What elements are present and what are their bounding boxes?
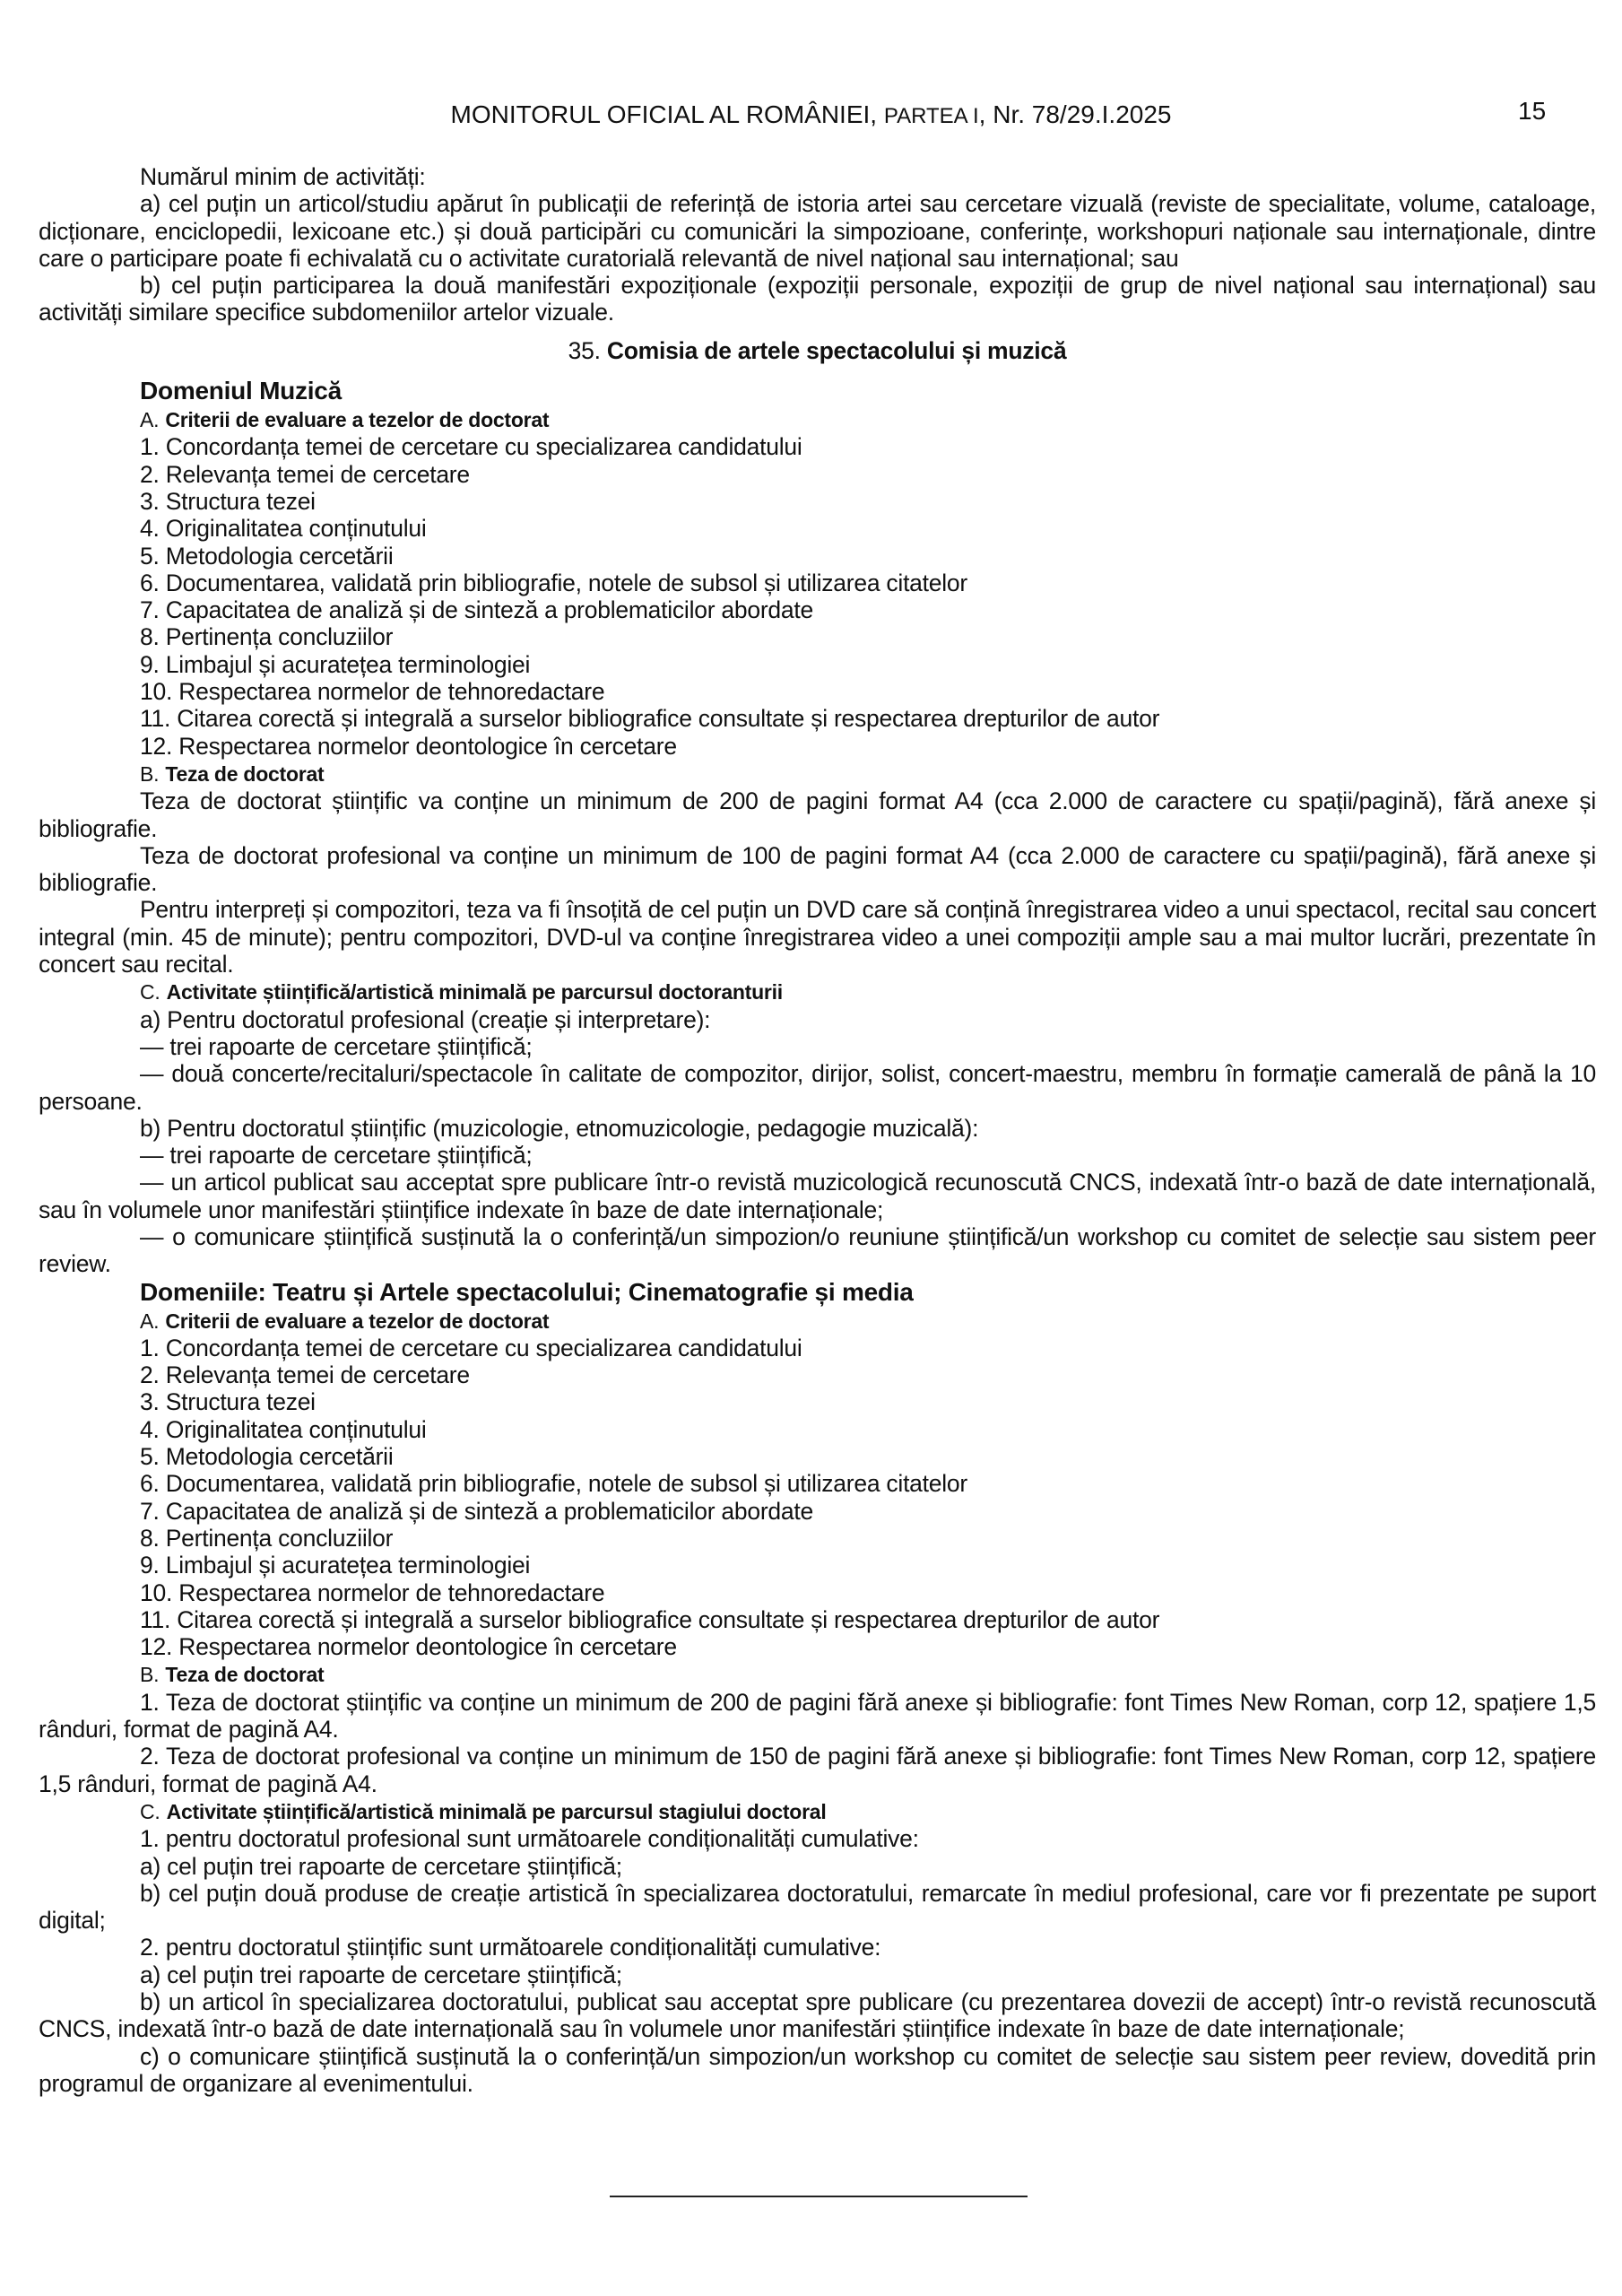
paragraph: b) cel puțin două produse de creație artistică în specializarea doctoratului, remarcate în mediul profesional, care vor fi prezentate pe suport digital; [39,1879,1596,1935]
paragraph: b) cel puțin participarea la două manifestări expoziționale (expoziții personale, expoziții de grup de nivel național sau internațional) sau activități similare specifice subdomeniilor artelor vizuale. [39,272,1596,326]
subsection-title: Teza de doctorat [165,761,325,786]
paragraph: 2. Teza de doctorat profesional va conține un minimum de 150 de pagini fără anexe și bibliografie: font Times New Roman, corp 12, spațiere 1,5 rânduri, format de pagină A4. [39,1743,1596,1797]
header-title: MONITORUL OFICIAL AL ROMÂNIEI, [450,100,884,128]
paragraph: — trei rapoarte de cercetare științifică; [140,1142,533,1170]
paragraph: 12. Respectarea normelor deontologice în cercetare [140,1633,677,1661]
document-body [39,163,1596,2097]
domain-heading: Domeniul Muzică [140,377,342,405]
paragraph: c) o comunicare științifică susținută la o conferință/un simpozion/un workshop cu comitet de selecție sau sistem peer review, dovedită prin programul de organizare al evenimentului. [39,2042,1596,2097]
subsection-heading [39,1660,1596,1688]
paragraph: 11. Citarea corectă și integrală a surselor bibliografice consultate și respectarea drepturilor de autor [140,1605,1160,1633]
paragraph: 4. Originalitatea conținutului [140,1415,427,1443]
page-number: 15 [1518,97,1547,125]
paragraph: Numărul minim de activități: [140,163,426,190]
subsection-heading [39,760,1596,787]
paragraph: 3. Structura tezei [140,487,316,515]
header-issue: , Nr. 78/29.I.2025 [978,100,1172,128]
subsection-letter: A. [140,408,160,432]
paragraph: 7. Capacitatea de analiză și de sinteză a problematicilor abordate [140,596,813,624]
section-number: 35. [568,336,601,364]
paragraph: 8. Pertinența concluziilor [140,623,394,651]
subsection-title: Criterii de evaluare a tezelor de doctorat [165,1309,550,1333]
paragraph: a) cel puțin trei rapoarte de cercetare științifică; [140,1961,622,1988]
paragraph: 2. pentru doctoratul științific sunt următoarele condiționalități cumulative: [140,1934,881,1961]
domain-heading: Domeniile: Teatru și Artele spectacolului; Cinematografie și media [140,1277,914,1306]
paragraph: Teza de doctorat profesional va conține un minimum de 100 de pagini format A4 (cca 2.000 de caractere cu spații/pagină), fără anexe și bibliografie. [39,841,1596,897]
paragraph: 7. Capacitatea de analiză și de sinteză a problematicilor abordate [140,1497,813,1525]
subsection-letter: B. [140,761,160,786]
paragraph: 11. Citarea corectă și integrală a surselor bibliografice consultate și respectarea drepturilor de autor [140,705,1160,733]
subsection-title: Criterii de evaluare a tezelor de doctorat [165,408,550,432]
paragraph: a) cel puțin trei rapoarte de cercetare științifică; [140,1852,622,1880]
subsection-heading [39,405,1596,433]
section-heading [39,337,1596,364]
paragraph: 1. Concordanța temei de cercetare cu specializarea candidatului [140,433,802,461]
paragraph: 6. Documentarea, validată prin bibliografie, notele de subsol și utilizarea citatelor [140,1470,967,1498]
subsection-title: Activitate științifică/artistică minimală pe parcursul stagiului doctoral [166,1799,827,1823]
paragraph: 8. Pertinența concluziilor [140,1524,394,1552]
subsection-heading [39,1797,1596,1825]
paragraph: — două concerte/recitaluri/spectacole în calitate de compozitor, dirijor, solist, concert-maestru, membru în formație camerală de până la 10 persoane. [39,1060,1596,1115]
subsection-letter: C. [140,1799,160,1823]
paragraph: 1. pentru doctoratul profesional sunt următoarele condiționalități cumulative: [140,1825,919,1853]
paragraph: 10. Respectarea normelor de tehnoredactare [140,678,605,706]
section-title: Comisia de artele spectacolului și muzică [606,336,1067,364]
paragraph: 12. Respectarea normelor deontologice în cercetare [140,732,677,760]
paragraph: 5. Metodologia cercetării [140,542,394,570]
paragraph: 2. Relevanța temei de cercetare [140,460,470,488]
paragraph: b) Pentru doctoratul științific (muzicologie, etnomuzicologie, pedagogie muzicală): [140,1114,979,1142]
paragraph: a) cel puțin un articol/studiu apărut în publicații de referință de istoria artei sau cercetare vizuală (reviste de specialitate, volume, cataloage, dicționare, enciclopedii, lexicoane etc.) și două participări cu comunicări la simpozioane, conferințe, workshopuri naționale sau internaționale, dintre care o participare poate fi echivalată cu o activitate curatorială relevantă de nivel național sau internațional; sau [39,190,1596,272]
subsection-heading [39,978,1596,1005]
paragraph: 9. Limbajul și acuratețea terminologiei [140,650,531,678]
paragraph: — o comunicare științifică susținută la o conferință/un simpozion/o reuniune științifică/un workshop cu comitet de selecție sau sistem peer review. [39,1222,1596,1278]
paragraph: 10. Respectarea normelor de tehnoredactare [140,1578,605,1606]
paragraph: 2. Relevanța temei de cercetare [140,1361,470,1389]
subsection-letter: A. [140,1309,160,1333]
subsection-letter: B. [140,1663,160,1687]
paragraph: 9. Limbajul și acuratețea terminologiei [140,1552,531,1579]
page-header [0,100,1622,129]
header-part: PARTEA I [883,104,979,128]
paragraph: 5. Metodologia cercetării [140,1443,394,1471]
paragraph: 1. Concordanța temei de cercetare cu specializarea candidatului [140,1334,802,1361]
paragraph: — trei rapoarte de cercetare științifică; [140,1032,533,1060]
paragraph: Teza de doctorat științific va conține un minimum de 200 de pagini format A4 (cca 2.000 de caractere cu spații/pagină), fără anexe și bibliografie. [39,787,1596,842]
paragraph: — un articol publicat sau acceptat spre publicare într-o revistă muzicologică recunoscută CNCS, indexată într-o bază de date internațională, sau în volumele unor manifestări științifice indexate în baze de date internaționale; [39,1169,1596,1223]
paragraph: 4. Originalitatea conținutului [140,515,427,543]
subsection-heading [39,1307,1596,1335]
paragraph: 3. Structura tezei [140,1388,316,1416]
subsection-letter: C. [140,980,160,1004]
subsection-title: Activitate științifică/artistică minimală pe parcursul doctoranturii [166,980,783,1004]
paragraph: a) Pentru doctoratul profesional (creație și interpretare): [140,1005,711,1033]
paragraph: Pentru interpreți și compozitori, teza va fi însoțită de cel puțin un DVD care să conțină înregistrarea video a unui spectacol, recital sau concert integral (min. 45 de minute); pentru compozitori, DVD-ul va conține înregistrarea video a unei compoziții ample sau a mai multor lucrări, prezentate în concert sau recital. [39,896,1596,978]
footer-divider [610,2196,1028,2197]
paragraph: 6. Documentarea, validată prin bibliografie, notele de subsol și utilizarea citatelor [140,569,967,596]
subsection-title: Teza de doctorat [165,1663,325,1687]
paragraph: 1. Teza de doctorat științific va conține un minimum de 200 de pagini fără anexe și bibliografie: font Times New Roman, corp 12, spațiere 1,5 rânduri, format de pagină A4. [39,1688,1596,1744]
paragraph: b) un articol în specializarea doctoratului, publicat sau acceptat spre publicare (cu prezentarea dovezii de accept) într-o revistă recunoscută CNCS, indexată într-o bază de date internațională sau în volumele unor manifestări științifice indexate în baze de date internaționale; [39,1988,1596,2043]
